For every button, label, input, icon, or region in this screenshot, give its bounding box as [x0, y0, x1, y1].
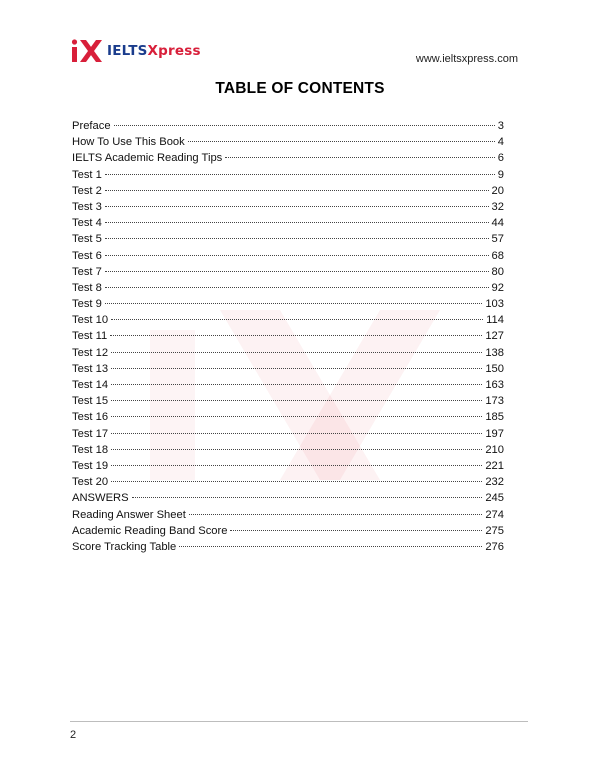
toc-entry[interactable]: [72, 231, 504, 247]
toc-entry-page: 221: [485, 459, 504, 472]
toc-entry-label: Test 18: [72, 443, 109, 456]
dot-leader: [105, 222, 489, 223]
toc-entry-page: 185: [485, 411, 504, 424]
dot-leader: [225, 157, 494, 158]
toc-entry[interactable]: [72, 264, 504, 280]
toc-entry-label: Test 16: [72, 411, 109, 424]
toc-entry-page: 32: [491, 200, 504, 213]
toc-entry[interactable]: [72, 328, 504, 344]
toc-entry[interactable]: [72, 474, 504, 490]
dot-leader: [111, 433, 482, 434]
ix-logo-icon: [71, 38, 105, 64]
dot-leader: [132, 497, 483, 498]
toc-entry-page: 92: [491, 281, 504, 294]
site-url: www.ieltsxpress.com: [415, 53, 518, 65]
toc-entry[interactable]: [72, 361, 504, 377]
toc-entry-label: Test 9: [72, 298, 102, 311]
dot-leader: [105, 190, 489, 191]
toc-entry[interactable]: [72, 183, 504, 199]
dot-leader: [105, 255, 489, 256]
toc-entry-page: 20: [491, 184, 504, 197]
page-number: 2: [70, 729, 77, 741]
toc-entry[interactable]: [72, 248, 504, 264]
toc-entry-page: 210: [485, 443, 504, 456]
toc-entry-label: Test 3: [72, 200, 102, 213]
toc-entry-page: 103: [485, 298, 504, 311]
toc-entry-label: Test 8: [72, 281, 102, 294]
toc-entry-page: 173: [485, 395, 504, 408]
toc-entry-label: Test 20: [72, 476, 109, 489]
toc-entry-label: Test 1: [72, 168, 102, 181]
toc-entry-label: Test 13: [72, 362, 109, 375]
toc-entry-page: 44: [491, 217, 504, 230]
toc-entry[interactable]: [72, 296, 504, 312]
dot-leader: [111, 449, 482, 450]
toc-entry[interactable]: [72, 507, 504, 523]
brand-logo: [71, 38, 201, 64]
logo-text: IELTSXpress: [107, 43, 201, 59]
toc-entry-page: 57: [491, 233, 504, 246]
toc-entry-page: 114: [486, 314, 504, 327]
dot-leader: [230, 530, 482, 531]
dot-leader: [105, 238, 489, 239]
dot-leader: [111, 416, 482, 417]
toc-entry[interactable]: [72, 150, 504, 166]
toc-entry-page: 4: [497, 136, 504, 149]
toc-entry[interactable]: [72, 377, 504, 393]
toc-entry-label: Test 14: [72, 379, 109, 391]
toc-entry[interactable]: [72, 442, 504, 458]
toc-entry[interactable]: [72, 199, 504, 215]
toc-entry[interactable]: [72, 426, 504, 442]
dot-leader: [111, 481, 482, 482]
dot-leader: [105, 271, 489, 272]
toc-entry-page: 150: [485, 362, 504, 375]
toc-entry-label: Test 2: [72, 184, 102, 197]
toc-entry-page: 3: [497, 120, 504, 132]
toc-entry-page: 68: [491, 249, 504, 262]
toc-entry[interactable]: [72, 134, 504, 150]
toc-entry[interactable]: [72, 409, 504, 425]
toc-entry[interactable]: [72, 458, 504, 474]
toc-entry[interactable]: [72, 539, 504, 555]
table-of-contents: [72, 118, 504, 555]
toc-entry-label: IELTS Academic Reading Tips: [72, 152, 223, 165]
toc-entry[interactable]: [72, 118, 504, 134]
dot-leader: [105, 206, 489, 207]
toc-entry-page: 163: [485, 379, 504, 391]
toc-entry-page: 9: [497, 168, 504, 181]
toc-entry-label: Test 6: [72, 249, 102, 262]
dot-leader: [111, 352, 482, 353]
toc-entry[interactable]: [72, 215, 504, 231]
dot-leader: [188, 141, 495, 142]
toc-entry[interactable]: [72, 280, 504, 296]
dot-leader: [111, 319, 483, 320]
toc-entry-label: Test 11: [72, 330, 108, 343]
footer-divider: [70, 721, 528, 722]
toc-entry-label: ANSWERS: [72, 492, 129, 505]
toc-entry[interactable]: [72, 523, 504, 539]
toc-entry-page: 274: [485, 508, 504, 521]
toc-entry-page: 138: [485, 346, 504, 359]
toc-entry-label: Test 7: [72, 265, 102, 278]
toc-entry-label: Academic Reading Band Score: [72, 524, 228, 537]
toc-entry-page: 245: [485, 492, 504, 505]
toc-entry[interactable]: [72, 345, 504, 361]
toc-entry[interactable]: [72, 167, 504, 183]
toc-entry-label: Test 12: [72, 346, 109, 359]
toc-entry-label: Test 10: [72, 314, 109, 327]
dot-leader: [111, 465, 482, 466]
toc-entry-label: Test 17: [72, 427, 109, 440]
toc-entry-page: 6: [497, 152, 504, 165]
toc-entry[interactable]: [72, 490, 504, 506]
toc-entry-page: 276: [485, 540, 504, 553]
page-title: TABLE OF CONTENTS: [215, 80, 385, 97]
dot-leader: [105, 174, 495, 175]
toc-entry-page: 80: [491, 265, 504, 278]
toc-entry-label: Test 15: [72, 395, 109, 408]
toc-entry[interactable]: [72, 393, 504, 409]
toc-entry-page: 232: [485, 476, 504, 489]
toc-entry-label: Preface: [72, 120, 111, 132]
dot-leader: [179, 546, 482, 547]
dot-leader: [111, 400, 482, 401]
dot-leader: [105, 287, 489, 288]
toc-entry-page: 197: [485, 427, 504, 440]
toc-entry-label: Test 19: [72, 459, 109, 472]
toc-entry-page: 275: [485, 524, 504, 537]
dot-leader: [114, 125, 495, 126]
toc-entry-label: Test 4: [72, 217, 102, 230]
dot-leader: [111, 368, 482, 369]
dot-leader: [110, 335, 482, 336]
toc-entry-label: Score Tracking Table: [72, 540, 177, 553]
toc-entry-label: How To Use This Book: [72, 136, 185, 149]
dot-leader: [105, 303, 482, 304]
dot-leader: [189, 514, 483, 515]
toc-entry-label: Reading Answer Sheet: [72, 508, 186, 521]
toc-entry-label: Test 5: [72, 233, 102, 246]
dot-leader: [111, 384, 482, 385]
toc-entry[interactable]: [72, 312, 504, 328]
toc-entry-page: 127: [485, 330, 504, 343]
